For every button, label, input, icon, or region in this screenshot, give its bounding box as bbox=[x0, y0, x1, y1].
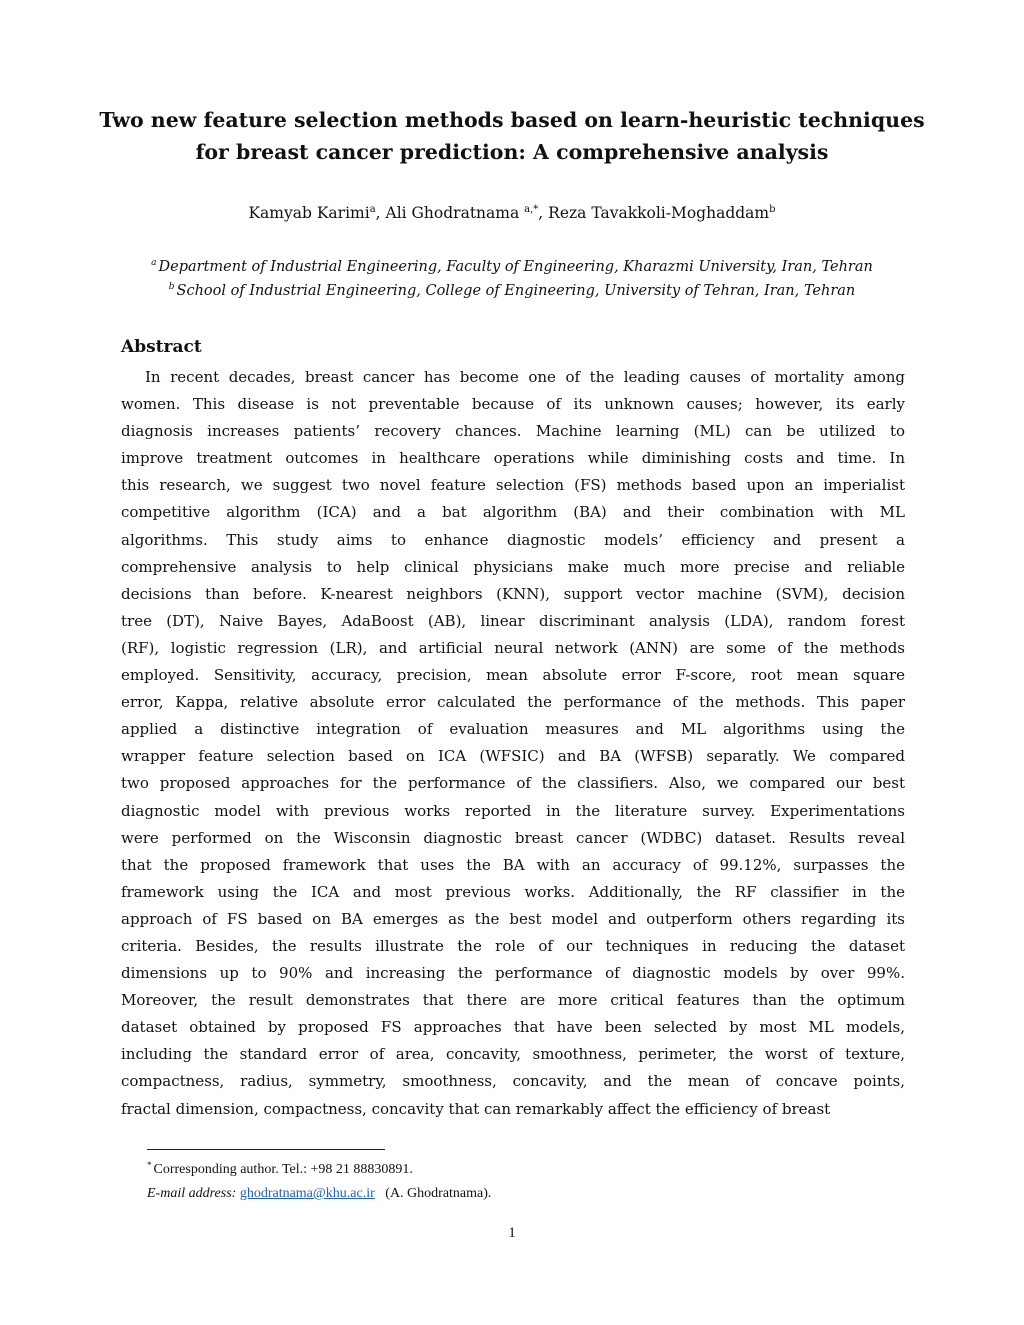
abstract-line: fractal dimension, compactness, concavity that can remarkably affect the efficiency of breast bbox=[121, 1099, 831, 1118]
abstract-line: employed. Sensitivity, accuracy, precision, mean absolute error F-score, root mean square bbox=[121, 666, 905, 685]
abstract-line: error, Kappa, relative absolute error calculated the performance of the methods. This paper bbox=[121, 693, 905, 712]
abstract-line: women. This disease is not preventable because of its unknown causes; however, its early bbox=[121, 395, 905, 414]
affiliation-b bbox=[60, 280, 964, 302]
abstract-heading: Abstract bbox=[121, 337, 202, 357]
abstract-line: algorithms. This study aims to enhance diagnostic models’ efficiency and present a bbox=[121, 530, 905, 549]
abstract-line: competitive algorithm (ICA) and a bat algorithm (BA) and their combination with ML bbox=[121, 503, 905, 522]
abstract-line: improve treatment outcomes in healthcare operations while diminishing costs and time. In bbox=[121, 449, 905, 468]
abstract-line: two proposed approaches for the performance of the classifiers. Also, we compared our best bbox=[121, 774, 905, 793]
affiliation-mark: a bbox=[151, 258, 157, 268]
abstract-line: including the standard error of area, concavity, smoothness, perimeter, the worst of texture, bbox=[121, 1045, 905, 1064]
abstract-line: dimensions up to 90% and increasing the performance of diagnostic models by over 99%. bbox=[121, 964, 905, 983]
footnote-text: Corresponding author. Tel.: +98 21 88830891. bbox=[153, 1162, 413, 1177]
affiliation-text: Department of Industrial Engineering, Faculty of Engineering, Kharazmi University, Iran, Tehran bbox=[158, 259, 873, 275]
footnote-mark: * bbox=[147, 1160, 152, 1170]
abstract-line: diagnostic model with previous works reported in the literature survey. Experimentations bbox=[121, 801, 905, 820]
affiliation-a bbox=[60, 256, 964, 278]
abstract-line: wrapper feature selection based on ICA (WFSIC) and BA (WFSB) separatly. We compared bbox=[121, 747, 905, 766]
abstract-line: In recent decades, breast cancer has become one of the leading causes of mortality among bbox=[145, 368, 905, 386]
abstract-line: approach of FS based on BA emerges as the best model and outperform others regarding its bbox=[121, 909, 905, 928]
author-affiliation-mark: a,* bbox=[524, 204, 539, 215]
footnote-rule bbox=[147, 1149, 385, 1150]
author-separator: , bbox=[375, 204, 386, 222]
abstract-line: were performed on the Wisconsin diagnostic breast cancer (WDBC) dataset. Results reveal bbox=[121, 828, 905, 847]
abstract-line: applied a distinctive integration of evaluation measures and ML algorithms using the bbox=[121, 720, 905, 739]
email-link[interactable]: ghodratnama@khu.ac.ir bbox=[239, 1186, 375, 1201]
author-name: Reza Tavakkoli-Moghaddam bbox=[548, 204, 770, 222]
abstract-line: Moreover, the result demonstrates that there are more critical features than the optimum bbox=[121, 991, 905, 1010]
author-name: Kamyab Karimi bbox=[248, 204, 370, 222]
abstract-line: criteria. Besides, the results illustrate the role of our techniques in reducing the dataset bbox=[121, 936, 905, 955]
title-line-2: for breast cancer prediction: A comprehensive analysis bbox=[195, 140, 829, 164]
abstract-line: that the proposed framework that uses the BA with an accuracy of 99.12%, surpasses the bbox=[121, 855, 905, 874]
abstract-line: dataset obtained by proposed FS approaches that have been selected by most ML models, bbox=[121, 1018, 905, 1037]
author-name: Ali Ghodratnama bbox=[385, 204, 520, 222]
abstract-line: tree (DT), Naive Bayes, AdaBoost (AB), linear discriminant analysis (LDA), random forest bbox=[121, 611, 905, 630]
affiliation-text: School of Industrial Engineering, College of Engineering, University of Tehran, Iran, Tehran bbox=[176, 283, 856, 299]
paper-title bbox=[80, 104, 944, 168]
footnote-corresponding bbox=[147, 1160, 413, 1180]
author-affiliation-mark: b bbox=[769, 204, 776, 215]
author-affiliation-mark: a bbox=[369, 204, 376, 215]
abstract-line: compactness, radius, symmetry, smoothness, concavity, and the mean of concave points, bbox=[121, 1072, 905, 1091]
title-line-1: Two new feature selection methods based on learn-heuristic techniques bbox=[99, 108, 925, 132]
affiliation-mark: b bbox=[168, 282, 175, 292]
author-separator: , bbox=[538, 204, 549, 222]
footnote-email bbox=[147, 1184, 491, 1204]
author-list bbox=[80, 201, 944, 225]
abstract-line: this research, we suggest two novel feature selection (FS) methods based upon an imperialist bbox=[121, 476, 905, 495]
abstract-body bbox=[121, 364, 905, 1123]
abstract-line: decisions than before. K-nearest neighbors (KNN), support vector machine (SVM), decision bbox=[121, 584, 905, 603]
email-label: E-mail address: bbox=[147, 1186, 237, 1201]
abstract-line: framework using the ICA and most previous works. Additionally, the RF classifier in the bbox=[121, 882, 905, 901]
abstract-line: (RF), logistic regression (LR), and artificial neural network (ANN) are some of the methods bbox=[121, 638, 905, 657]
page-number: 1 bbox=[508, 1225, 516, 1241]
abstract-line: comprehensive analysis to help clinical physicians make much more precise and reliable bbox=[121, 557, 905, 576]
email-suffix: (A. Ghodratnama). bbox=[385, 1186, 492, 1201]
abstract-line: diagnosis increases patients’ recovery chances. Machine learning (ML) can be utilized to bbox=[121, 422, 905, 441]
